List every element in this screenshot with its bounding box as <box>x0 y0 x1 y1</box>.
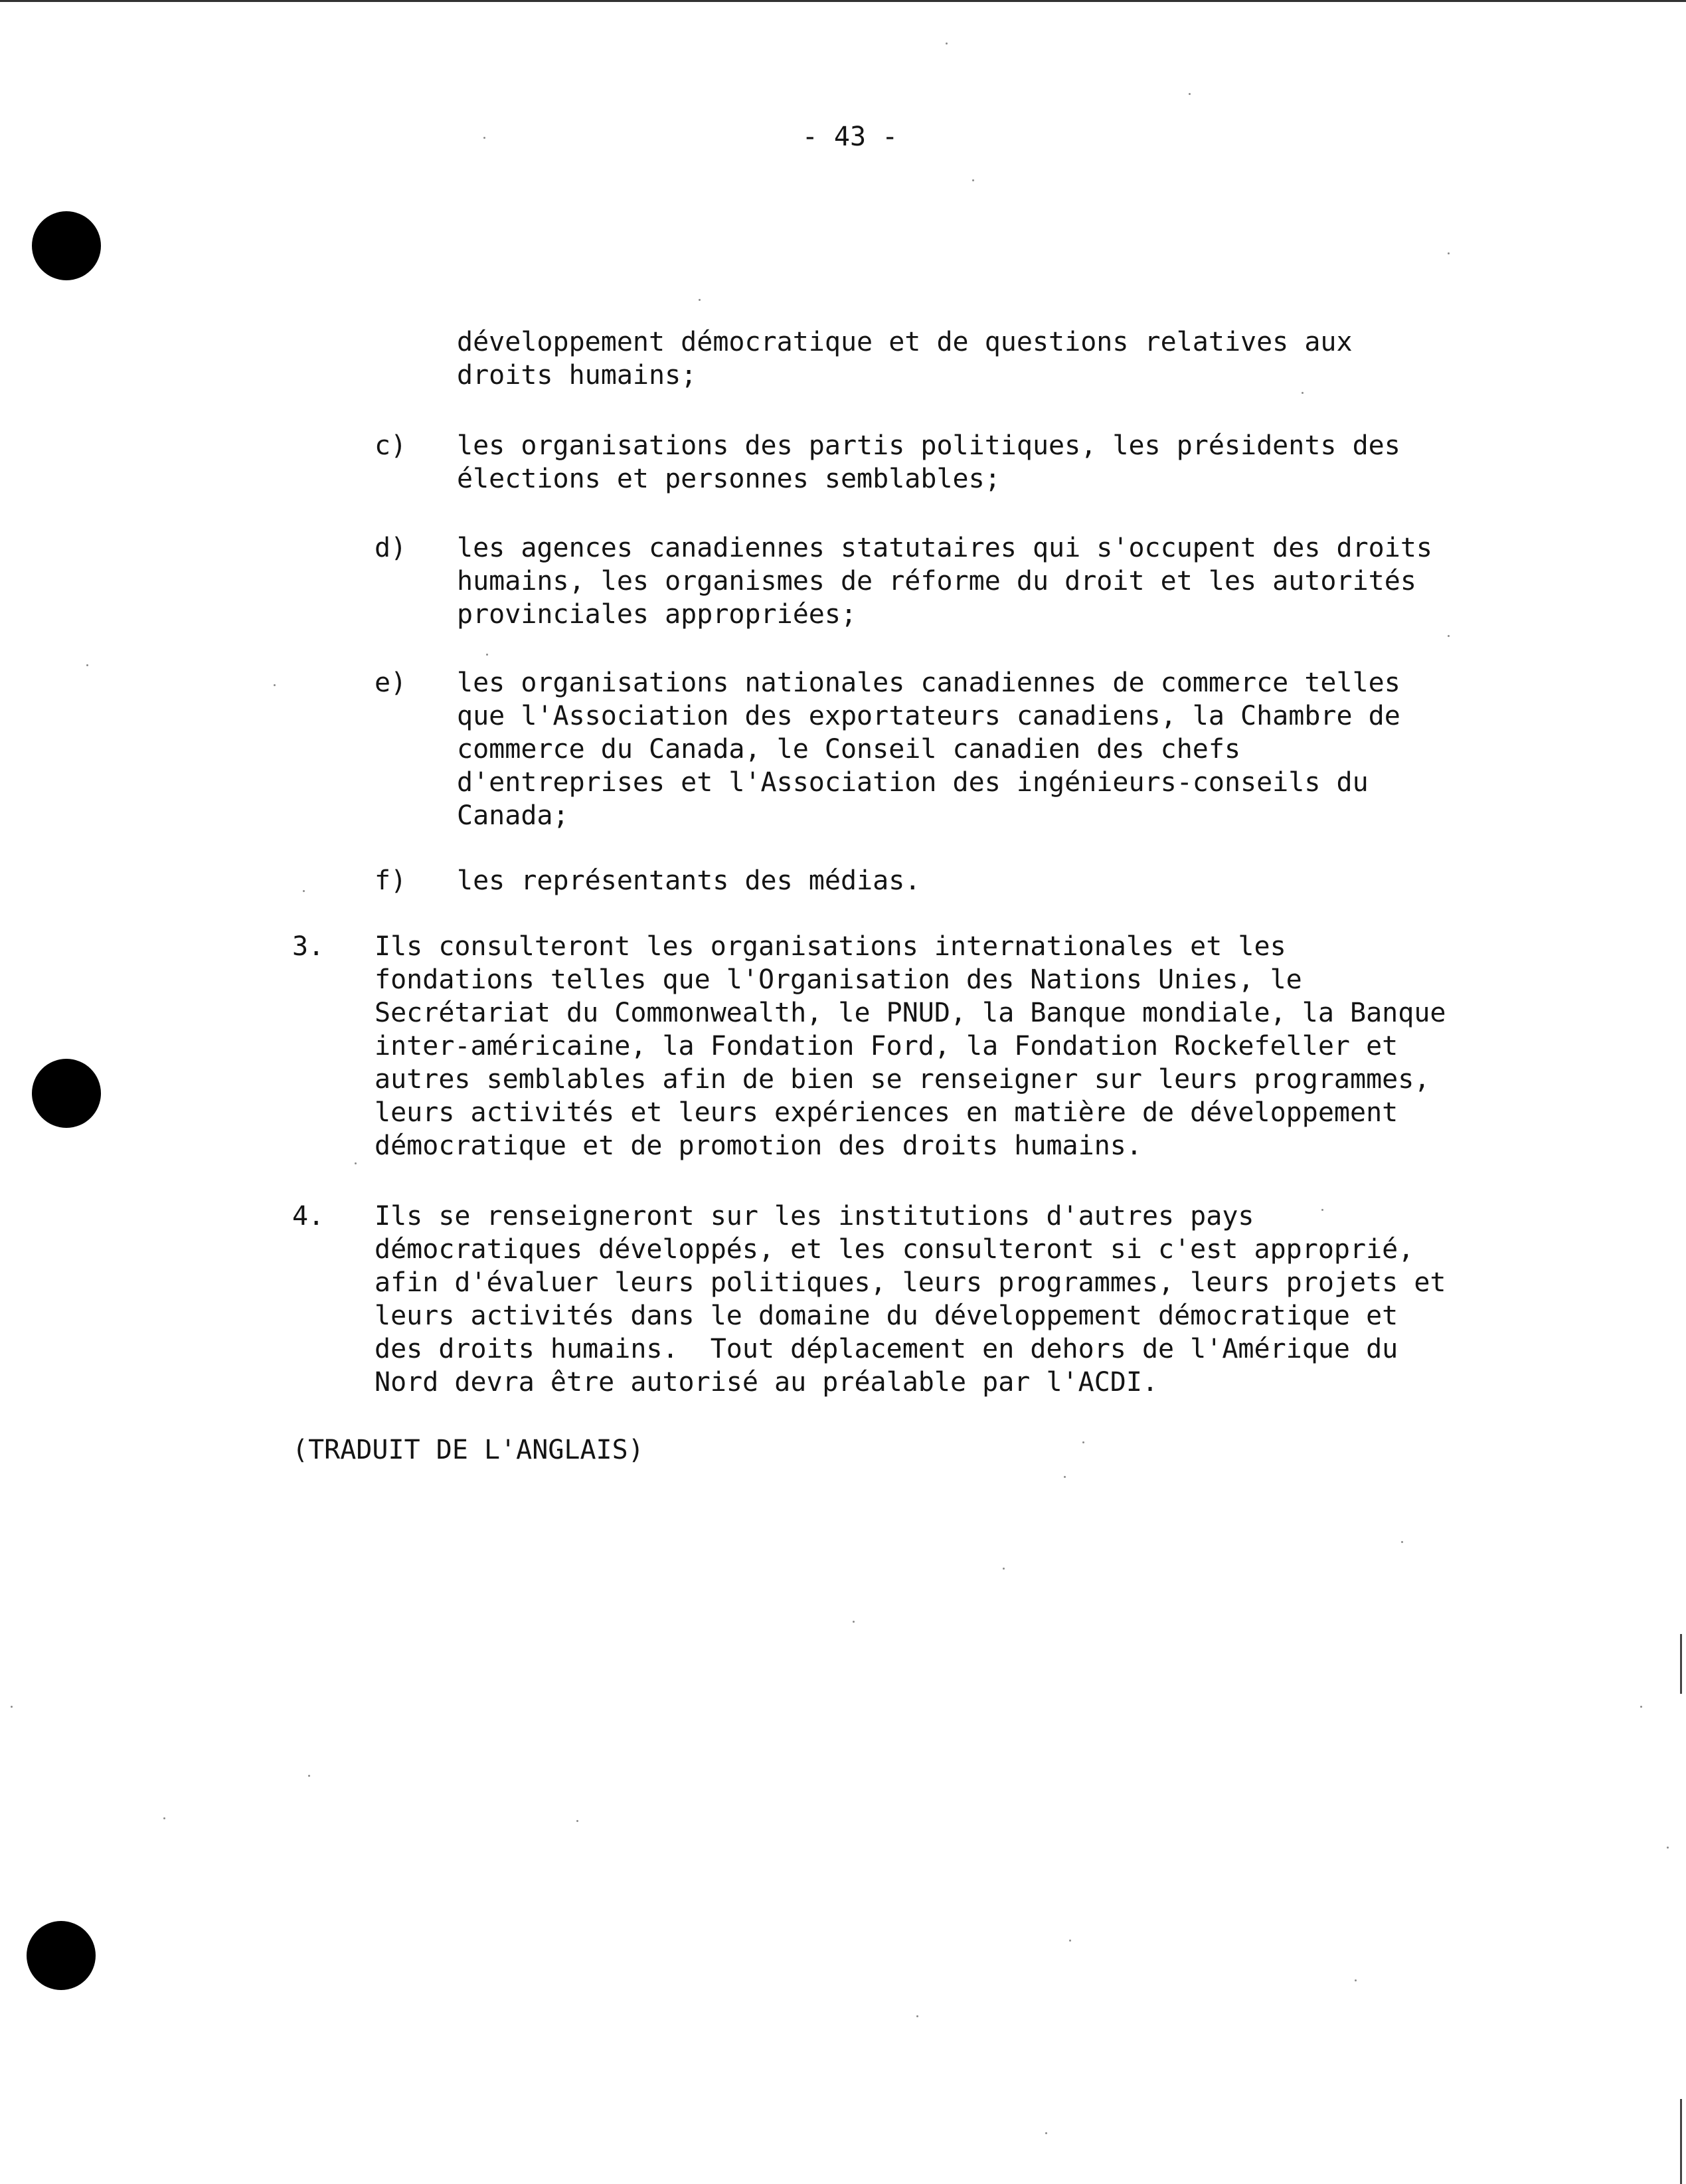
item-c-text <box>457 429 1400 496</box>
scan-speck <box>1640 1706 1642 1708</box>
scan-speck <box>274 684 276 686</box>
scan-speck <box>303 890 305 892</box>
text-line: d'entreprises et l'Association des ingénieurs-conseils du <box>457 767 1369 798</box>
text-line: humains, les organismes de réforme du droit et les autorités <box>457 566 1416 596</box>
scan-speck <box>853 1621 855 1623</box>
punch-hole-bottom <box>27 1921 96 1990</box>
text-line: Ils se renseigneront sur les institutions d'autres pays <box>375 1201 1254 1231</box>
text-line: autres semblables afin de bien se renseigner sur leurs programmes, <box>375 1064 1430 1095</box>
text-line: commerce du Canada, le Conseil canadien des chefs <box>457 734 1241 765</box>
text-line: démocratique et de promotion des droits humains. <box>375 1131 1142 1161</box>
text-line: Canada; <box>457 800 569 831</box>
scan-speck <box>1448 252 1450 254</box>
right-edge-mark <box>1680 1634 1682 1694</box>
scan-speck <box>1069 1940 1071 1942</box>
scan-speck <box>1045 2132 1047 2134</box>
scan-speck <box>916 2015 918 2017</box>
scan-speck <box>576 1820 578 1822</box>
text-line: démocratiques développés, et les consulteront si c'est approprié, <box>375 1234 1414 1265</box>
scan-speck <box>699 299 701 301</box>
text-line: des droits humains. Tout déplacement en dehors de l'Amérique du <box>375 1334 1398 1364</box>
item-marker-f: f) <box>375 865 407 896</box>
scan-speck <box>1189 93 1191 95</box>
scan-speck <box>1082 1441 1084 1443</box>
scan-speck <box>486 654 488 656</box>
translation-note: (TRADUIT DE L'ANGLAIS) <box>292 1435 644 1465</box>
text-line: afin d'évaluer leurs politiques, leurs programmes, leurs projets et <box>375 1267 1446 1298</box>
punch-hole-middle <box>32 1059 101 1128</box>
right-edge-mark-bottom <box>1680 2099 1682 2184</box>
top-edge-rule <box>0 0 1686 2</box>
item-4-text <box>375 1200 1446 1399</box>
text-line: Nord devra être autorisé au préalable par l'ACDI. <box>375 1367 1159 1398</box>
text-line: Secrétariat du Commonwealth, le PNUD, la Banque mondiale, la Banque <box>375 998 1446 1028</box>
scan-speck <box>972 179 974 181</box>
scan-speck <box>1003 1568 1005 1570</box>
scan-speck <box>86 664 88 666</box>
punch-hole-top <box>32 211 101 280</box>
item-d-text <box>457 531 1432 631</box>
text-line: Ils consulteront les organisations internationales et les <box>375 931 1286 962</box>
text-line: les représentants des médias. <box>457 865 921 896</box>
item-f-text <box>457 864 920 897</box>
text-line: les organisations nationales canadiennes de commerce telles <box>457 668 1400 698</box>
text-line: développement démocratique et de questions relatives aux <box>457 327 1353 357</box>
item-marker-e: e) <box>375 668 407 698</box>
item-marker-4: 4. <box>292 1201 325 1231</box>
continued-text <box>457 325 1353 392</box>
scan-speck <box>1355 1979 1357 1981</box>
scan-speck <box>11 1706 13 1708</box>
scan-speck <box>1064 1476 1066 1478</box>
item-e-text <box>457 666 1400 832</box>
page-number: - 43 - <box>801 122 898 152</box>
scan-speck <box>308 1775 310 1777</box>
text-line: que l'Association des exportateurs canadiens, la Chambre de <box>457 701 1400 731</box>
item-3-text <box>375 930 1446 1162</box>
text-line: leurs activités dans le domaine du développement démocratique et <box>375 1301 1398 1331</box>
scan-speck <box>355 1162 357 1164</box>
scan-speck <box>163 1817 165 1819</box>
scan-speck <box>946 43 948 45</box>
text-line: élections et personnes semblables; <box>457 464 1001 494</box>
item-marker-3: 3. <box>292 931 325 962</box>
scan-speck <box>1401 1541 1403 1543</box>
text-line: inter-américaine, la Fondation Ford, la Fondation Rockefeller et <box>375 1031 1398 1061</box>
text-line: les organisations des partis politiques, les présidents des <box>457 430 1400 461</box>
text-line: fondations telles que l'Organisation des Nations Unies, le <box>375 964 1302 995</box>
text-line: provinciales appropriées; <box>457 599 857 630</box>
scan-speck <box>1302 392 1304 394</box>
text-line: droits humains; <box>457 360 697 391</box>
scan-speck <box>1667 1847 1669 1849</box>
scan-speck <box>1448 635 1450 637</box>
scan-speck <box>483 137 485 139</box>
text-line: les agences canadiennes statutaires qui s'occupent des droits <box>457 533 1433 563</box>
text-line: leurs activités et leurs expériences en matière de développement <box>375 1097 1398 1128</box>
item-marker-c: c) <box>375 430 407 461</box>
item-marker-d: d) <box>375 533 407 563</box>
